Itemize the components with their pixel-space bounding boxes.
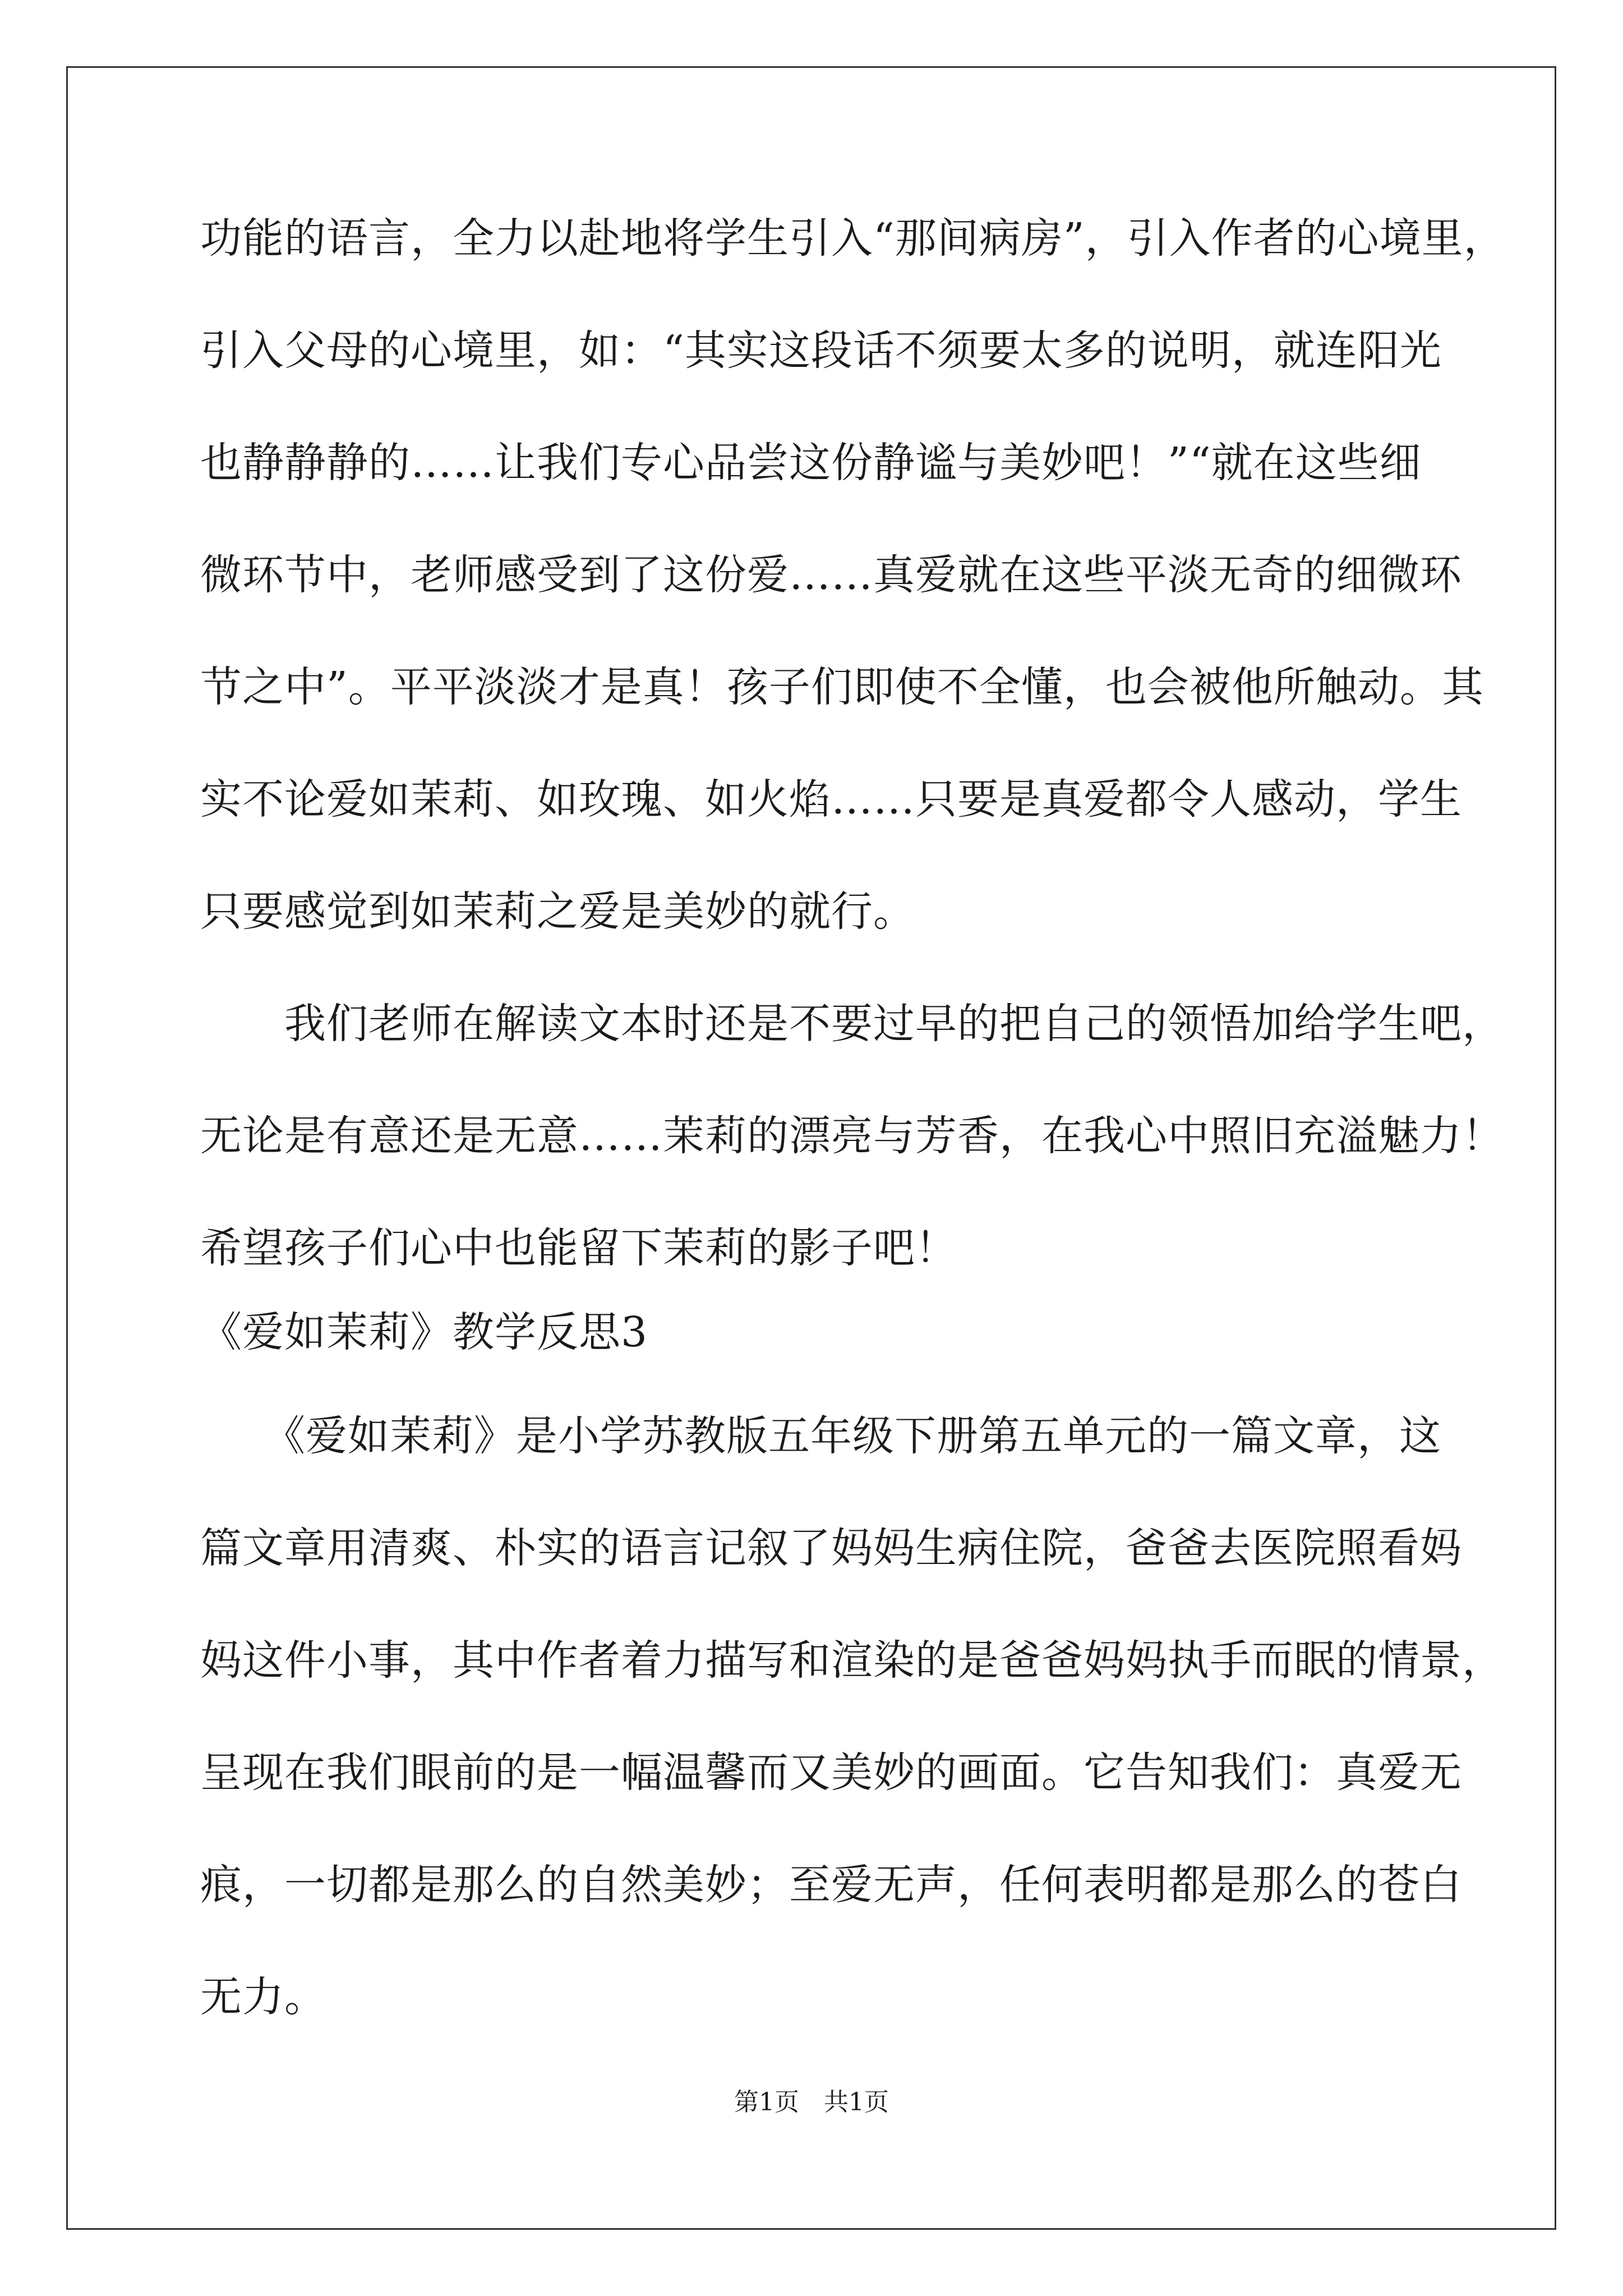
text-line: 微环节中，老师感受到了这份爱……真爱就在这些平淡无奇的细微环 (200, 551, 1462, 599)
text-line: 痕，一切都是那么的自然美妙；至爱无声，任何表明都是那么的苍白 (200, 1861, 1462, 1909)
text-line: 引入父母的心境里，如：“其实这段话不须要太多的说明，就连阳光 (200, 326, 1442, 375)
text-line: 我们老师在解读文本时还是不要过早的把自己的领悟加给学生吧， (200, 1000, 1504, 1048)
text-line: 希望孩子们心中也能留下茉莉的影子吧！ (200, 1224, 957, 1272)
text-line: 功能的语言，全力以赴地将学生引入“那间病房”，引入作者的心境里， (200, 214, 1506, 263)
text-line: 只要感觉到如茉莉之爱是美妙的就行。 (200, 887, 915, 936)
text-line: 《爱如茉莉》是小学苏教版五年级下册第五单元的一篇文章，这 (200, 1412, 1441, 1460)
text-line: 也静静静的……让我们专心品尝这份静谧与美妙吧！”“就在这些细 (200, 439, 1422, 487)
text-line: 呈现在我们眼前的是一幅温馨而又美妙的画面。它告知我们：真爱无 (200, 1749, 1462, 1797)
text-line: 无力。 (200, 1973, 326, 2021)
text-line: 妈这件小事，其中作者着力描写和渲染的是爸爸妈妈执手而眠的情景， (200, 1636, 1504, 1685)
text-line: 实不论爱如茉莉、如玫瑰、如火焰……只要是真爱都令人感动，学生 (200, 775, 1462, 823)
section-heading: 《爱如茉莉》教学反思3 (200, 1308, 648, 1356)
text-line: 节之中”。平平淡淡才是真！孩子们即使不全懂，也会被他所触动。其 (200, 663, 1484, 711)
page-footer: 第1页 共1页 (734, 2088, 889, 2116)
text-line: 篇文章用清爽、朴实的语言记叙了妈妈生病住院，爸爸去医院照看妈 (200, 1524, 1462, 1572)
text-line: 无论是有意还是无意……茉莉的漂亮与芳香，在我心中照旧充溢魅力！ (200, 1112, 1504, 1160)
